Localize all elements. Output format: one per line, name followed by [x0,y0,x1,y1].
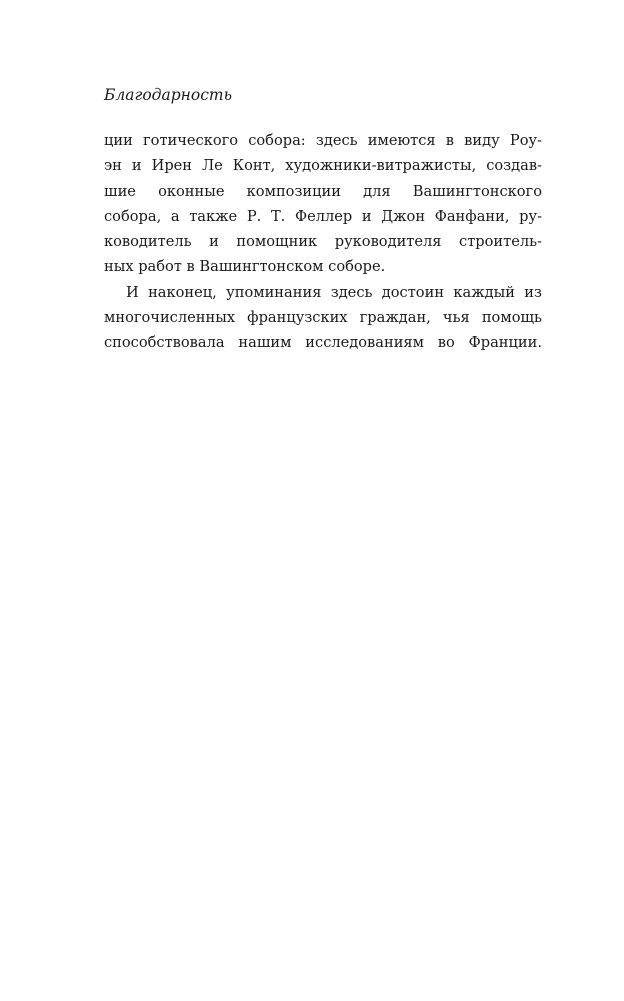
text-line: ных работ в Вашингтонском соборе. [104,258,386,276]
text-line: шие оконные композиции для Вашингтонского [104,182,542,200]
paragraph-2 [104,280,542,356]
paragraph-1 [104,128,542,280]
text-line: многочисленных французских граждан, чья помощь [104,309,542,327]
text-line: эн и Ирен Ле Конт, художники-витражисты, создав- [104,157,542,175]
body-text [104,128,542,356]
text-line: ководитель и помощник руководителя строитель- [104,233,542,251]
running-head: Благодарность [104,86,233,104]
text-line: способствовала нашим исследованиям во Франции. [104,334,542,352]
text-line: ции готического собора: здесь имеются в виду Роу- [104,132,542,149]
text-line: собора, а также Р. Т. Феллер и Джон Фанфани, ру- [104,207,542,225]
text-line: И наконец, упоминания здесь достоин каждый из [126,283,542,301]
